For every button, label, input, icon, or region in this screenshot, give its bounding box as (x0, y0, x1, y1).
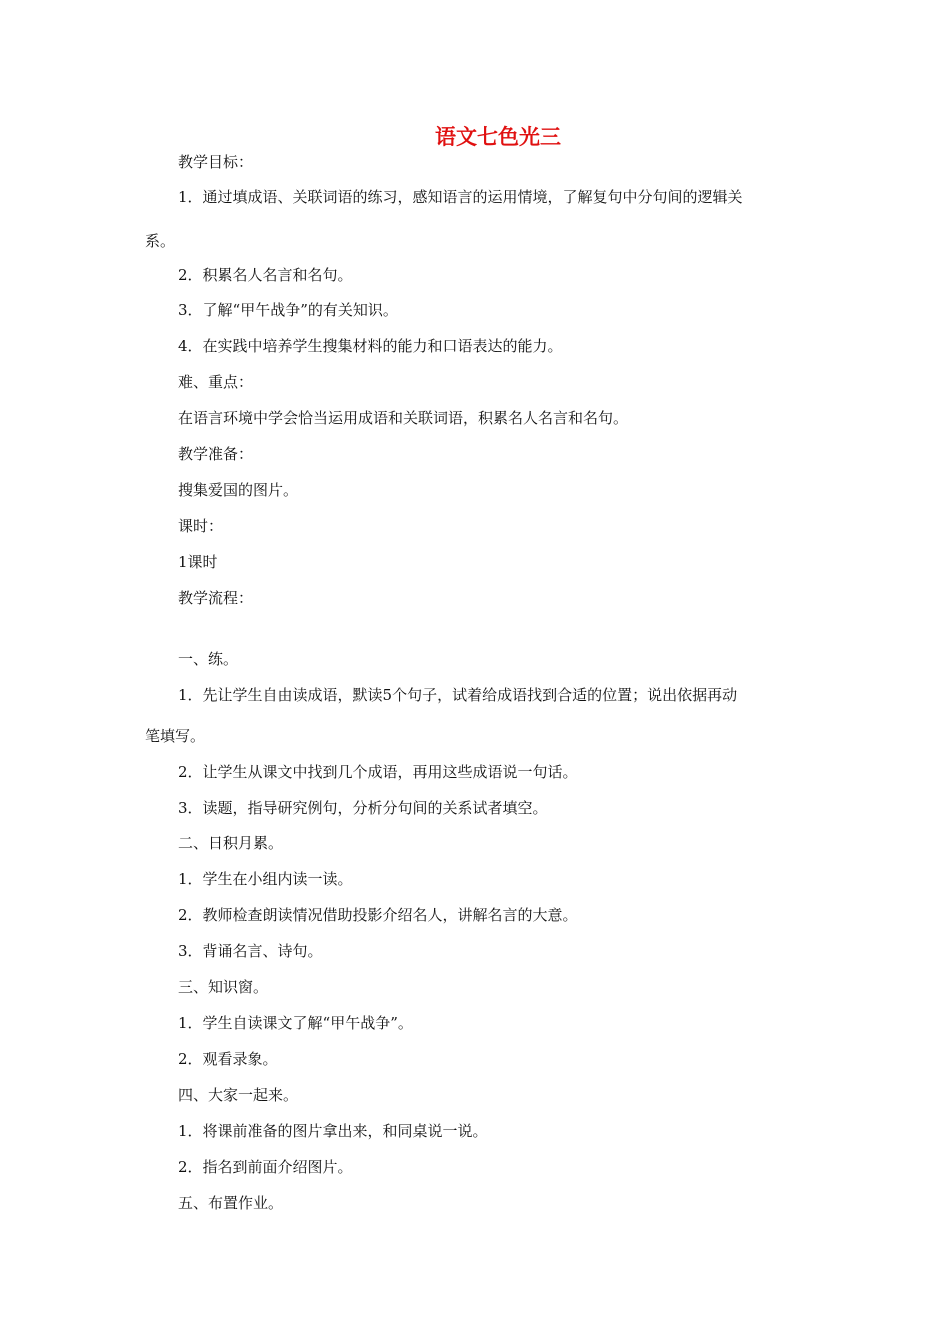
section-heading-1: 一、练。 (178, 650, 239, 668)
section-heading-5: 五、布置作业。 (178, 1194, 284, 1212)
goal-item-3: 3．了解“甲午战争”的有关知识。 (178, 301, 398, 319)
goal-item-1-continued: 系。 (145, 232, 176, 250)
section-2-item-3: 3．背诵名言、诗句。 (178, 942, 323, 960)
goal-item-4: 4．在实践中培养学生搜集材料的能力和口语表达的能力。 (178, 337, 563, 355)
class-hours-text: 1课时 (178, 553, 218, 571)
section-3-item-2: 2．观看录象。 (178, 1050, 278, 1068)
section-4-item-2: 2．指名到前面介绍图片。 (178, 1158, 353, 1176)
heading-class-hours: 课时： (178, 517, 224, 535)
key-points-text: 在语言环境中学会恰当运用成语和关联词语，积累名人名言和名句。 (178, 409, 629, 427)
heading-teaching-goals: 教学目标： (178, 153, 254, 171)
preparation-text: 搜集爱国的图片。 (178, 481, 299, 499)
document-title: 语文七色光三 (435, 125, 561, 149)
goal-item-2: 2．积累名人名言和名句。 (178, 266, 353, 284)
heading-teaching-process: 教学流程： (178, 589, 254, 607)
heading-preparation: 教学准备： (178, 445, 254, 463)
heading-key-points: 难、重点： (178, 373, 254, 391)
goal-item-1: 1．通过填成语、关联词语的练习，感知语言的运用情境，了解复句中分句间的逻辑关 (178, 188, 743, 206)
section-2-item-2: 2．教师检查朗读情况借助投影介绍名人，讲解名言的大意。 (178, 906, 578, 924)
section-1-item-2: 2．让学生从课文中找到几个成语，再用这些成语说一句话。 (178, 763, 578, 781)
section-1-item-1-continued: 笔填写。 (145, 727, 206, 745)
section-heading-4: 四、大家一起来。 (178, 1086, 299, 1104)
section-heading-2: 二、日积月累。 (178, 834, 284, 852)
section-1-item-1: 1．先让学生自由读成语，默读5个句子，试着给成语找到合适的位置；说出依据再动 (178, 686, 738, 704)
section-4-item-1: 1．将课前准备的图片拿出来，和同桌说一说。 (178, 1122, 488, 1140)
section-3-item-1: 1．学生自读课文了解“甲午战争”。 (178, 1014, 413, 1032)
section-heading-3: 三、知识窗。 (178, 978, 269, 996)
section-1-item-3: 3．读题，指导研究例句，分析分句间的关系试者填空。 (178, 799, 548, 817)
section-2-item-1: 1．学生在小组内读一读。 (178, 870, 353, 888)
